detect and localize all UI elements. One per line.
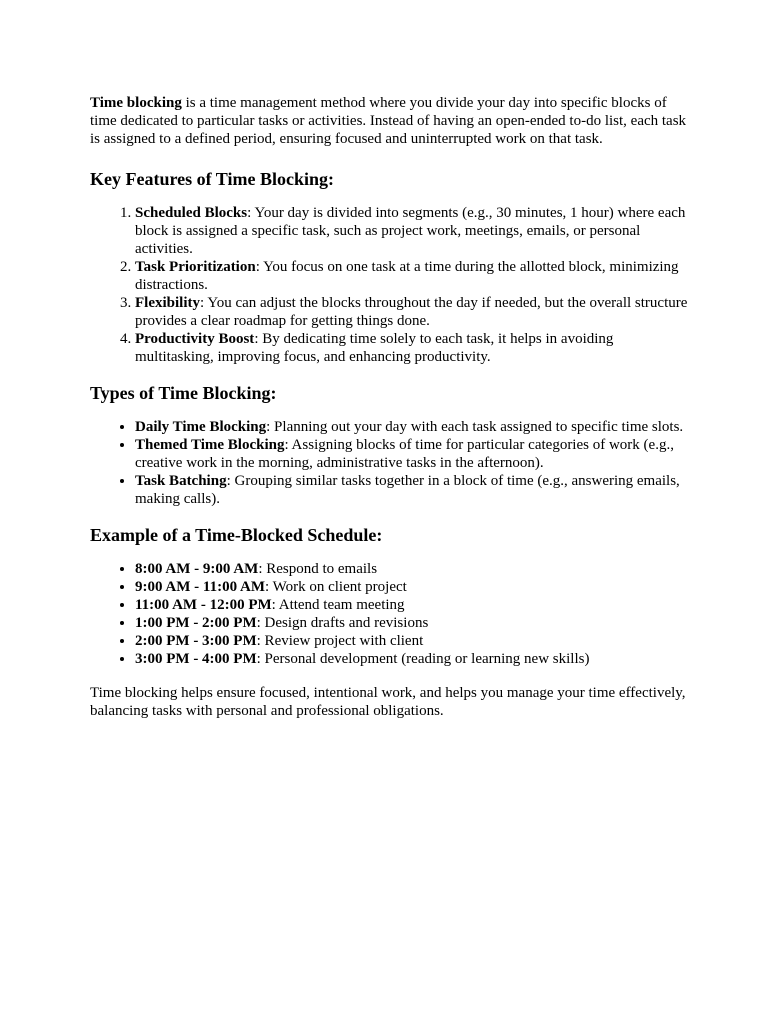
types-heading: Types of Time Blocking: bbox=[90, 383, 277, 403]
list-item-term: Daily Time Blocking bbox=[135, 419, 267, 435]
list-item-text: : You can adjust the blocks throughout the day if needed, but the overall structure provides a clear roadmap for getting things done. bbox=[135, 295, 688, 329]
list-item bbox=[135, 436, 690, 472]
list-item-term: 2:00 PM - 3:00 PM bbox=[135, 633, 257, 649]
list-item-text: : Review project with client bbox=[256, 633, 424, 649]
list-item-text: : Design drafts and revisions bbox=[256, 615, 429, 631]
list-item bbox=[135, 204, 690, 258]
key-features-heading: Key Features of Time Blocking: bbox=[90, 169, 334, 189]
intro-paragraph bbox=[90, 94, 690, 148]
list-item-text: : By dedicating time solely to each task, it helps in avoiding multitasking, improving focus, and enhancing productivity. bbox=[135, 331, 614, 365]
list-item bbox=[135, 294, 690, 330]
list-item-term: Themed Time Blocking bbox=[135, 437, 285, 453]
list-item bbox=[135, 560, 690, 578]
list-item bbox=[135, 650, 690, 668]
list-item-text: : You focus on one task at a time during the allotted block, minimizing distractions. bbox=[135, 259, 679, 293]
list-item-text: : Your day is divided into segments (e.g., 30 minutes, 1 hour) where each block is assigned a specific task, such as project work, meetings, emails, or personal activities. bbox=[135, 205, 686, 257]
list-item bbox=[135, 596, 690, 614]
list-item-term: 3:00 PM - 4:00 PM bbox=[135, 651, 257, 667]
list-item bbox=[135, 632, 690, 650]
list-item-term: 9:00 AM - 11:00 AM bbox=[135, 579, 265, 595]
list-item-term: 8:00 AM - 9:00 AM bbox=[135, 561, 259, 577]
types-list bbox=[90, 418, 690, 508]
key-features-list bbox=[90, 204, 690, 366]
list-item-text: : Work on client project bbox=[264, 579, 407, 595]
list-item-text: : Grouping similar tasks together in a block of time (e.g., answering emails, making calls). bbox=[135, 473, 680, 507]
list-item bbox=[135, 330, 690, 366]
list-item-term: 1:00 PM - 2:00 PM bbox=[135, 615, 257, 631]
list-item-text: : Planning out your day with each task assigned to specific time slots. bbox=[266, 419, 684, 435]
list-item-term: Productivity Boost bbox=[135, 331, 255, 347]
document-page bbox=[90, 94, 690, 720]
list-item bbox=[135, 614, 690, 632]
intro-term: Time blocking bbox=[90, 95, 182, 111]
list-item-term: Task Batching bbox=[135, 473, 227, 489]
list-item-term: Task Prioritization bbox=[135, 259, 256, 275]
schedule-heading: Example of a Time-Blocked Schedule: bbox=[90, 525, 383, 545]
schedule-list bbox=[90, 560, 690, 668]
intro-text: is a time management method where you divide your day into specific blocks of time dedicated to particular tasks or activities. Instead of having an open-ended to-do list, each task is assigned to a defined period, ensuring focused and uninterrupted work on that task. bbox=[90, 95, 687, 147]
list-item-term: Scheduled Blocks bbox=[135, 205, 248, 221]
list-item bbox=[135, 258, 690, 294]
list-item bbox=[135, 472, 690, 508]
list-item-text: : Assigning blocks of time for particular categories of work (e.g., creative work in the morning, administrative tasks in the afternoon). bbox=[135, 437, 674, 471]
list-item-text: : Respond to emails bbox=[258, 561, 378, 577]
closing-paragraph: Time blocking helps ensure focused, intentional work, and helps you manage your time effectively, balancing tasks with personal and professional obligations. bbox=[90, 685, 686, 719]
list-item-term: Flexibility bbox=[135, 295, 200, 311]
list-item bbox=[135, 578, 690, 596]
list-item bbox=[135, 418, 690, 436]
list-item-term: 11:00 AM - 12:00 PM bbox=[135, 597, 272, 613]
list-item-text: : Personal development (reading or learning new skills) bbox=[256, 651, 590, 667]
list-item-text: : Attend team meeting bbox=[271, 597, 405, 613]
